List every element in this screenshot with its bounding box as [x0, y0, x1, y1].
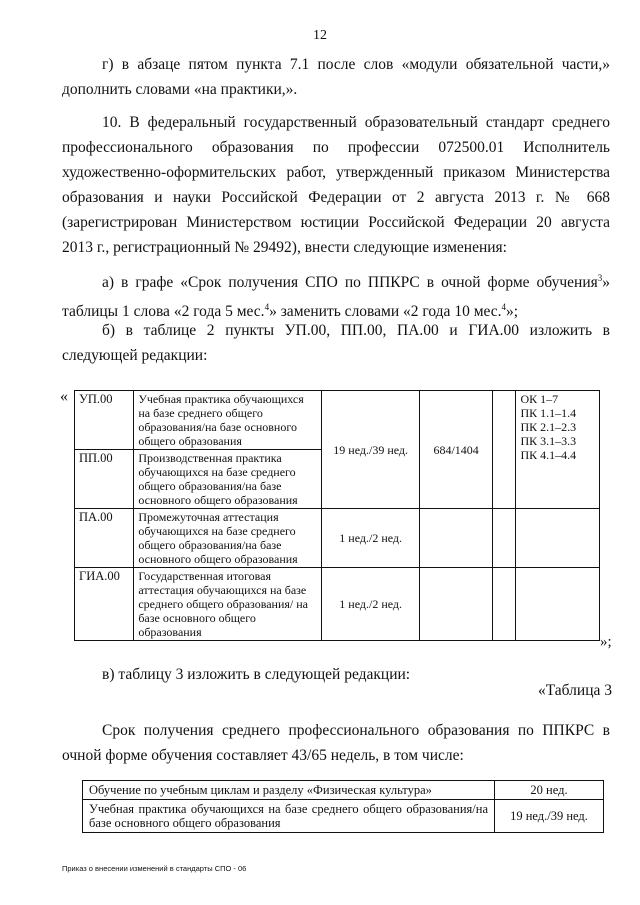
row-duration-pa: 1 нед./2 нед. — [322, 509, 420, 568]
paragraph-a-pre: а) в графе «Срок получения СПО по ППКРС в очной форме обучения — [102, 274, 598, 292]
table-2-excerpt — [74, 390, 600, 641]
competency-item: ПК 2.1–2.3 — [520, 420, 577, 434]
table-row — [75, 568, 600, 641]
paragraph-g: г) в абзаце пятом пункта 7.1 после слов «модули обязательной части,» дополнить словами «на практики,». — [62, 56, 610, 98]
table-3-label: «Таблица 3 — [537, 682, 612, 699]
row-desc-pa: Промежуточная аттестация обучающихся на базе среднего общего образования/на базе основного общего образования — [134, 509, 322, 568]
empty-cell — [516, 568, 600, 641]
paragraph-a-post: »; — [506, 303, 519, 321]
quote-open: « — [60, 388, 68, 405]
paragraph-a — [62, 266, 610, 324]
paragraph-term: Срок получения среднего профессионального образования по ППКРС в очной форме обучения составляет 43/65 недель, в том числе: — [62, 722, 610, 764]
row-desc-practice: Учебная практика обучающихся на базе среднего общего образования/на базе основного общего образования — [83, 800, 495, 833]
empty-cell — [516, 509, 600, 568]
competency-item: ПК 1.1–1.4 — [520, 406, 577, 420]
row-desc-gia: Государственная итоговая аттестация обучающихся на базе среднего общего образования/ на базе основного общего образования — [134, 568, 322, 641]
competency-item: ОК 1–7 — [520, 392, 559, 406]
paragraph-a-mid: » таблицы 1 слова «2 года 5 мес. — [62, 274, 610, 321]
paragraph-b: б) в таблице 2 пункты УП.00, ПП.00, ПА.00 и ГИА.00 изложить в следующей редакции: — [62, 322, 610, 364]
footer-note: Приказ о внесении изменений в стандарты СПО - 06 — [62, 864, 247, 873]
page-number: 12 — [313, 28, 327, 43]
row-desc-cycles: Обучение по учебным циклам и разделу «Физическая культура» — [83, 781, 495, 800]
competency-item: ПК 3.1–3.3 — [520, 434, 577, 448]
row-code-gia: ГИА.00 — [75, 568, 134, 641]
row-value-cycles: 20 нед. — [495, 781, 604, 800]
competencies-cell — [516, 391, 600, 509]
paragraph-a-mid2: » заменить словами «2 года 10 мес. — [269, 303, 502, 321]
footnote-ref-4a: 4 — [264, 302, 270, 313]
table-row — [75, 391, 600, 450]
table-row — [83, 781, 604, 800]
row-value-practice: 19 нед./39 нед. — [495, 800, 604, 833]
row-code-pa: ПА.00 — [75, 509, 134, 568]
table-3 — [82, 780, 604, 833]
quote-close: »; — [600, 634, 612, 650]
empty-cell — [493, 509, 516, 568]
row-desc-pp: Производственная практика обучающихся на базе среднего общего образования/на базе основного общего образования — [134, 450, 322, 509]
row-duration-gia: 1 нед./2 нед. — [322, 568, 420, 641]
paragraph-10: 10. В федеральный государственный образовательный стандарт среднего профессионального образования по профессии 072500.01 Исполнитель художественно-оформительских работ, утвержденный приказом Министерства образования и науки Российской Федерации от 2 августа 2013 г. № 668 (зарегистрирован Министерством юстиции Российской Федерации 20 августа 2013 г., регистрационный № 29492), внести следующие изменения: — [62, 114, 610, 256]
empty-cell — [493, 391, 516, 509]
row-code-up: УП.00 — [75, 391, 134, 450]
row-desc-up: Учебная практика обучающихся на базе среднего общего образования/на базе основного общего образования — [134, 391, 322, 450]
footnote-ref-3: 3 — [597, 273, 603, 283]
table-row — [83, 800, 604, 833]
empty-cell — [493, 568, 516, 641]
paragraph-v: в) таблицу 3 изложить в следующей редакции: — [102, 666, 411, 683]
footnote-ref-4b: 4 — [501, 302, 507, 313]
table-row — [75, 509, 600, 568]
merged-hours: 684/1404 — [419, 391, 492, 509]
merged-duration: 19 нед./39 нед. — [322, 391, 420, 509]
row-code-pp: ПП.00 — [75, 450, 134, 509]
competency-item: ПК 4.1–4.4 — [520, 448, 577, 462]
empty-cell — [419, 568, 492, 641]
empty-cell — [419, 509, 492, 568]
